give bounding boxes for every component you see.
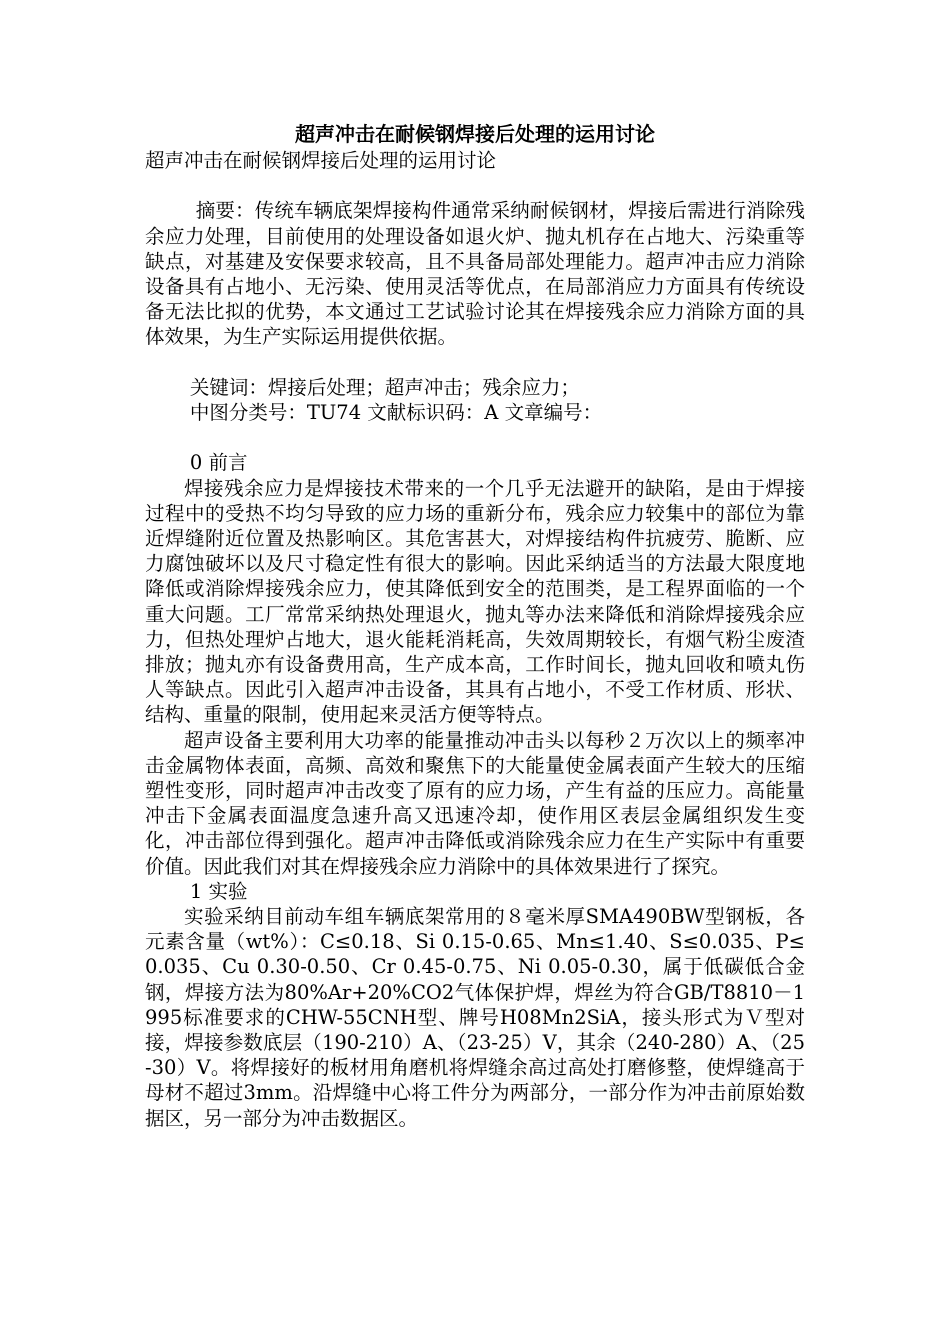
keywords-line: 关键词：焊接后处理；超声冲击；残余应力； <box>189 375 580 399</box>
document-page <box>145 120 805 1131</box>
preface-paragraph-2: 超声设备主要利用大功率的能量推动冲击头以每秒２万次以上的频率冲击金属物体表面，高频、高效和聚焦下的大能量使金属表面产生较大的压缩塑性变形，同时超声冲击改变了原有的应力场，产生有益的压应力。高能量冲击下金属表面温度急速升高又迅速冷却，使作用区表层金属组织发生变化，冲击部位得到强化。超声冲击降低或消除残余应力在生产实际中有重要价值。因此我们对其在焊接残余应力消除中的具体效果进行了探究。 <box>145 728 805 878</box>
section-heading-experiment: 1 实验 <box>189 879 248 903</box>
abstract-paragraph: 摘要：传统车辆底架焊接构件通常采纳耐候钢材，焊接后需进行消除残余应力处理，目前使用的处理设备如退火炉、抛丸机存在占地大、污染重等缺点，对基建及安保要求较高，且不具备局部处理能力。超声冲击应力消除设备具有占地小、无污染、使用灵活等优点，在局部消应力方面具有传统设备无法比拟的优势，本文通过工艺试验讨论其在焊接残余应力消除方面的具体效果，为生产实际运用提供依据。 <box>145 199 805 349</box>
experiment-paragraph-1: 实验采纳目前动车组车辆底架常用的８毫米厚SMA490BW型钢板，各元素含量（wt%）：C≤0.18、Si 0.15-0.65、Mn≤1.40、S≤0.035、P≤0.035、Cu 0.30-0.50、Cr 0.45-0.75、Ni 0.05-0.30，属于低碳低合金钢，焊接方法为80%Ar+20%CO2气体保护焊，焊丝为符合GB/T8810－1995标准要求的CHW-55CNH型、牌号H08Mn2SiA，接头形式为Ｖ型对接，焊接参数底层（190-210）A、（23-25）V，其余（240-280）A、（25-30）V。将焊接好的板材用角磨机将焊缝余高过高处打磨修整，使焊缝高于母材不超过3mm。沿焊缝中心将工件分为两部分，一部分作为冲击前原始数据区，另一部分为冲击数据区。 <box>145 905 805 1130</box>
spacer <box>145 350 805 375</box>
classification-line: 中图分类号：TU74 文献标识码：A 文章编号： <box>189 401 603 424</box>
document-subtitle: 超声冲击在耐候钢焊接后处理的运用讨论 <box>145 149 497 172</box>
preface-paragraph-1: 焊接残余应力是焊接技术带来的一个几乎无法避开的缺陷，是由于焊接过程中的受热不均匀导致的应力场的重新分布，残余应力较集中的部位为靠近焊缝附近位置及热影响区。其危害甚大，对焊接结构件抗疲劳、脆断、应力腐蚀破坏以及尺寸稳定性有很大的影响。因此采纳适当的方法最大限度地降低或消除焊接残余应力，使其降低到安全的范围类，是工程界面临的一个重大问题。工厂常常采纳热处理退火，抛丸等办法来降低和消除焊接残余应力，但热处理炉占地大，退火能耗消耗高，失效周期较长，有烟气粉尘废渣排放；抛丸亦有设备费用高，生产成本高，工作时间长，抛丸回收和喷丸伤人等缺点。因此引入超声冲击设备，其具有占地小，不受工作材质、形状、结构、重量的限制，使用起来灵活方便等特点。 <box>145 476 805 727</box>
spacer <box>145 173 805 198</box>
section-heading-preface: 0 前言 <box>189 451 248 475</box>
spacer <box>145 425 805 450</box>
document-title: 超声冲击在耐候钢焊接后处理的运用讨论 <box>295 122 655 146</box>
